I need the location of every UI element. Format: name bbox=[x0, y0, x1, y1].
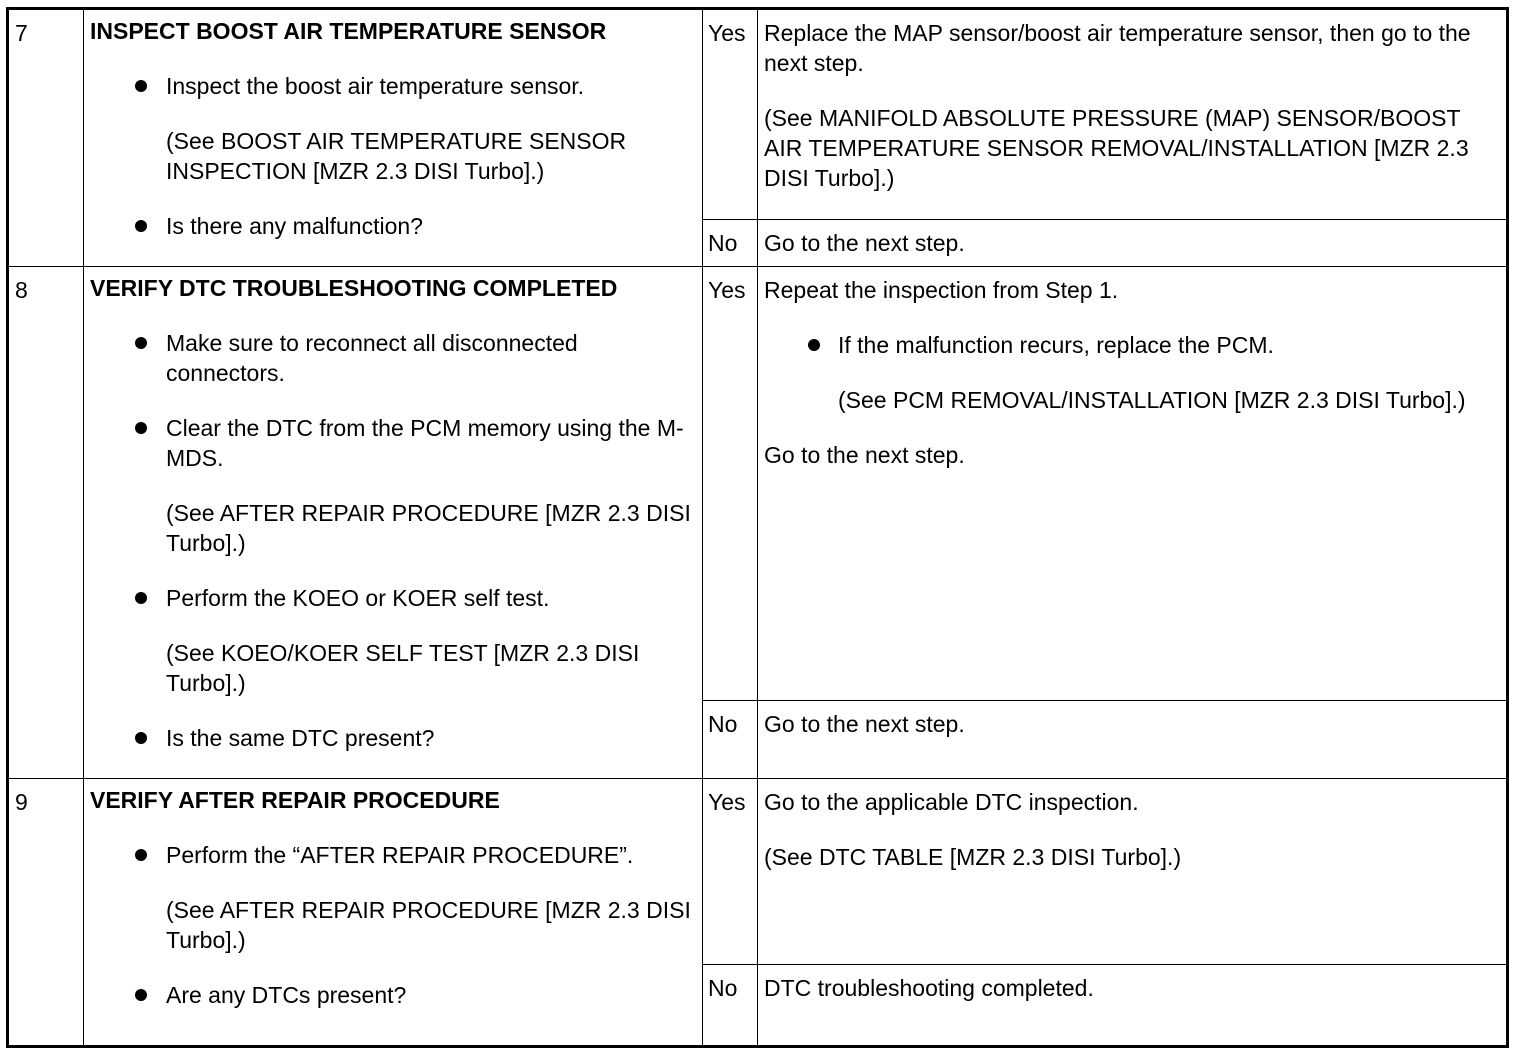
step-row-7 bbox=[8, 9, 1508, 220]
yes-text: Repeat the inspection from Step 1. bbox=[764, 277, 1119, 303]
diagnostic-procedure-table bbox=[6, 7, 1509, 1048]
action-item bbox=[166, 71, 694, 186]
yes-text: Replace the MAP sensor/boost air temperature sensor, then go to the next step. bbox=[764, 20, 1471, 76]
no-result: Go to the next step. bbox=[758, 219, 1508, 266]
step-number: 7 bbox=[8, 9, 84, 267]
no-result: DTC troubleshooting completed. bbox=[758, 965, 1508, 1047]
action-question: Are any DTCs present? bbox=[166, 982, 407, 1008]
yes-label: Yes bbox=[703, 9, 758, 220]
action-list bbox=[90, 71, 694, 241]
yes-sub-item bbox=[838, 330, 1498, 415]
step-title: VERIFY DTC TROUBLESHOOTING COMPLETED bbox=[90, 275, 618, 301]
step-action bbox=[84, 9, 703, 267]
action-list bbox=[90, 840, 694, 1010]
reference-link: (See PCM REMOVAL/INSTALLATION [MZR 2.3 DISI Turbo].) bbox=[838, 387, 1466, 413]
action-item bbox=[166, 211, 694, 241]
reference-link: (See DTC TABLE [MZR 2.3 DISI Turbo].) bbox=[764, 844, 1182, 870]
reference-link: (See AFTER REPAIR PROCEDURE [MZR 2.3 DISI Turbo].) bbox=[166, 500, 691, 556]
action-text: Inspect the boost air temperature sensor. bbox=[166, 73, 585, 99]
step-row-9 bbox=[8, 779, 1508, 965]
no-label: No bbox=[703, 219, 758, 266]
action-text: Perform the KOEO or KOER self test. bbox=[166, 585, 550, 611]
action-item bbox=[166, 840, 694, 955]
action-list bbox=[90, 328, 694, 753]
yes-sub-text: If the malfunction recurs, replace the PCM. bbox=[838, 332, 1274, 358]
action-text: Make sure to reconnect all disconnected connectors. bbox=[166, 330, 578, 386]
yes-text: Go to the applicable DTC inspection. bbox=[764, 789, 1139, 815]
action-item bbox=[166, 328, 694, 388]
action-text: Clear the DTC from the PCM memory using the M-MDS. bbox=[166, 415, 684, 471]
action-text: Perform the “AFTER REPAIR PROCEDURE”. bbox=[166, 842, 634, 868]
step-title: INSPECT BOOST AIR TEMPERATURE SENSOR bbox=[90, 18, 607, 44]
yes-label: Yes bbox=[703, 267, 758, 701]
step-action bbox=[84, 779, 703, 1047]
yes-label: Yes bbox=[703, 779, 758, 965]
no-label: No bbox=[703, 965, 758, 1047]
reference-link: (See BOOST AIR TEMPERATURE SENSOR INSPECTION [MZR 2.3 DISI Turbo].) bbox=[166, 128, 627, 184]
reference-link: (See KOEO/KOER SELF TEST [MZR 2.3 DISI Turbo].) bbox=[166, 640, 640, 696]
step-number: 9 bbox=[8, 779, 84, 1047]
action-item bbox=[166, 980, 694, 1010]
yes-result bbox=[758, 9, 1508, 220]
no-label: No bbox=[703, 701, 758, 779]
reference-link: (See AFTER REPAIR PROCEDURE [MZR 2.3 DISI Turbo].) bbox=[166, 897, 691, 953]
action-item bbox=[166, 413, 694, 558]
no-result: Go to the next step. bbox=[758, 701, 1508, 779]
yes-after-text: Go to the next step. bbox=[764, 442, 965, 468]
step-title: VERIFY AFTER REPAIR PROCEDURE bbox=[90, 787, 500, 813]
action-item bbox=[166, 583, 694, 698]
action-question: Is the same DTC present? bbox=[166, 725, 435, 751]
action-question: Is there any malfunction? bbox=[166, 213, 423, 239]
action-item bbox=[166, 723, 694, 753]
step-row-8 bbox=[8, 267, 1508, 701]
step-action bbox=[84, 267, 703, 779]
yes-sub-list bbox=[764, 330, 1498, 415]
step-number: 8 bbox=[8, 267, 84, 779]
yes-result bbox=[758, 779, 1508, 965]
reference-link: (See MANIFOLD ABSOLUTE PRESSURE (MAP) SENSOR/BOOST AIR TEMPERATURE SENSOR REMOVAL/INSTALLATION [MZR 2.3 DISI Turbo].) bbox=[764, 105, 1469, 191]
yes-result bbox=[758, 267, 1508, 701]
